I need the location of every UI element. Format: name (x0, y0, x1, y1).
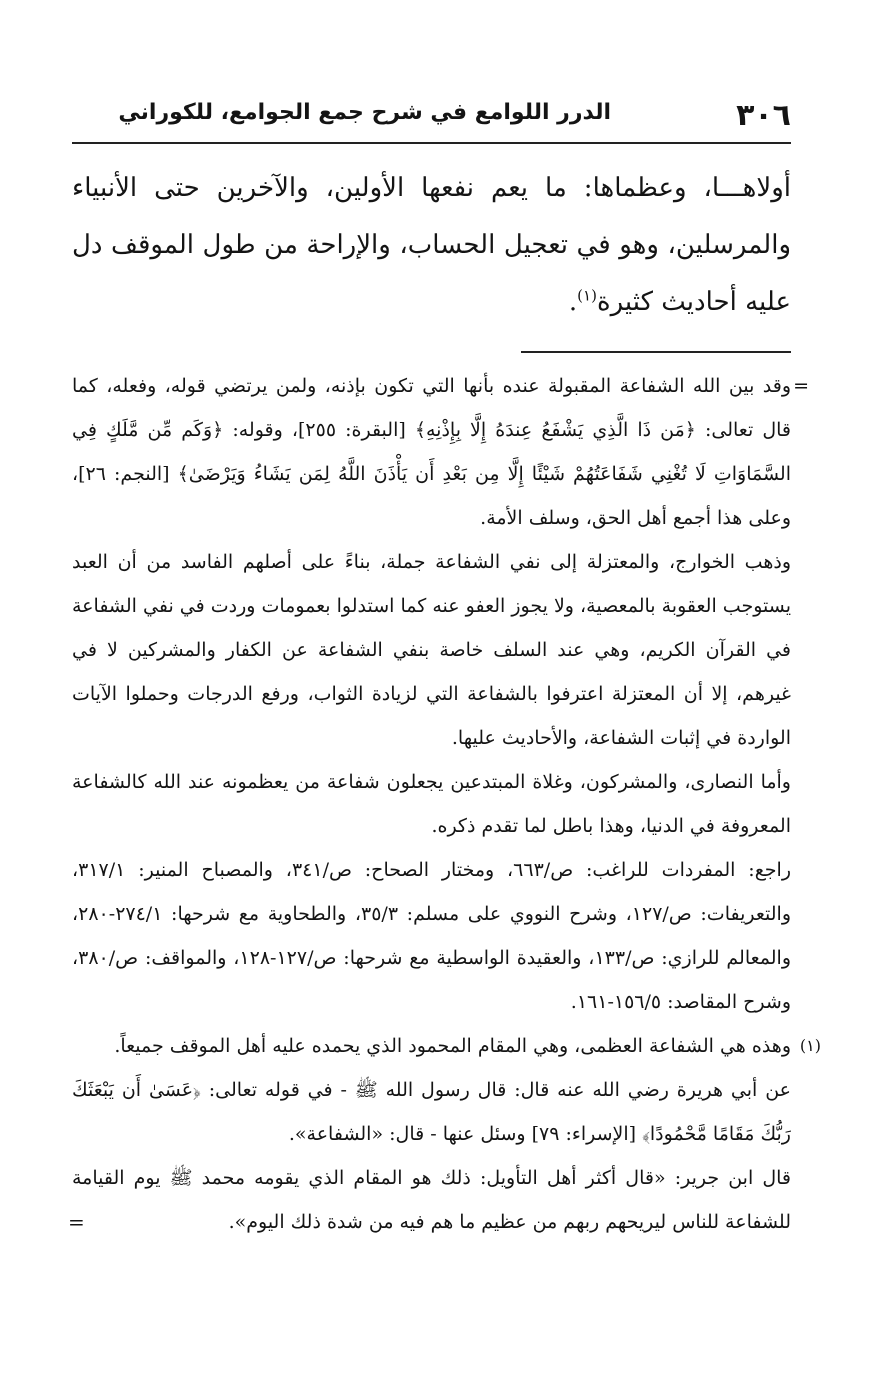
footnote-1-hadith-block (72, 1068, 791, 1156)
footnote-references-block (72, 848, 791, 1024)
footnotes (68, 364, 821, 1244)
footnote-1-text: وهذه هي الشفاعة العظمى، وهي المقام المحمود الذي يحمده عليه أهل الموقف جميعاً. (114, 1035, 791, 1057)
footnote-continuation (72, 364, 809, 540)
main-paragraph-text: أولاهـــا، وعظماها: ما يعم نفعها الأولين، والآخرين حتى الأنبياء والمرسلين، وهو في تعجيل الحساب، والإراحة من طول الموقف دل عليه أحاديث كثيرة (72, 173, 791, 317)
footnote-divider (521, 351, 791, 353)
footnote-paragraph-3-block (72, 760, 791, 848)
footnote-1-ibn-jarir-block (68, 1156, 791, 1244)
page-header (72, 96, 791, 144)
footnote-reference: (١) (577, 286, 597, 305)
footnote-paragraph-2-block (72, 540, 791, 760)
page-number: ٣٠٦ (736, 98, 791, 133)
footnote-1-ibn-jarir: قال ابن جرير: «قال أكثر أهل التأويل: ذلك هو المقام الذي يقومه محمد ﷺ يوم القيامة للشفاعة للناس ليريحهم ربهم من عظيم ما هم فيه من شدة ذلك اليوم». (72, 1167, 791, 1233)
end-continuation-marker: = (68, 1210, 85, 1234)
footnote-paragraph-3: وأما النصارى، والمشركون، وغلاة المبتدعين يجعلون شفاعة من يعظمونه عند الله كالشفاعة المعروفة في الدنيا، وهذا باطل لما تقدم ذكره. (72, 771, 791, 837)
footnote-1-hadith: عن أبي هريرة رضي الله عنه قال: قال رسول الله ﷺ - في قوله تعالى: ﴿عَسَىٰ أَن يَبْعَثَكَ رَبُّكَ مَقَامًا مَّحْمُودًا﴾ [الإسراء: ٧٩] وسئل عنها - قال: «الشفاعة». (72, 1079, 791, 1145)
footnote-1-number: (١) (799, 1036, 821, 1055)
main-paragraph (72, 160, 791, 331)
main-text (72, 160, 791, 331)
footnote-1 (72, 1024, 821, 1068)
footnote-references: راجع: المفردات للراغب: ص/٦٦٣، ومختار الصحاح: ص/٣٤١، والمصباح المنير: ٣١٧/١، والتعريفات: ص/١٢٧، وشرح النووي على مسلم: ٣٥/٣، والطحاوية مع شرحها: ٢٧٤/١-٢٨٠، والمعالم للرازي: ص/١٣٣، والعقيدة الواسطية مع شرحها: ص/١٢٧-١٢٨، والمواقف: ص/٣٨٠، وشرح المقاصد: ١٥٦/٥-١٦١. (72, 859, 792, 1013)
footnote-paragraph-2: وذهب الخوارج، والمعتزلة إلى نفي الشفاعة جملة، بناءً على أصلهم الفاسد من أن العبد يستوجب العقوبة بالمعصية، ولا يجوز العفو عنه كما استدلوا بعمومات وردت في نفي الشفاعة في القرآن الكريم، وهي عند السلف خاصة بنفي الشفاعة عن الكفار والمشركين لا في غيرهم، إلا أن المعتزلة اعترفوا بالشفاعة التي لزيادة الثواب، ورفع الدرجات وحملوا الآيات الواردة في إثبات الشفاعة، والأحاديث عليها. (72, 551, 791, 749)
footnote-paragraph-1: وقد بين الله الشفاعة المقبولة عنده بأنها التي تكون بإذنه، ولمن يرتضي قوله، وفعله، كما قال تعالى: ﴿مَن ذَا الَّذِي يَشْفَعُ عِندَهُ إِلَّا بِإِذْنِهِ﴾ [البقرة: ٢٥٥]، وقوله: ﴿وَكَم مِّن مَّلَكٍ فِي السَّمَاوَاتِ لَا تُغْنِي شَفَاعَتُهُمْ شَيْئًا إِلَّا مِن بَعْدِ أَن يَأْذَنَ اللَّهُ لِمَن يَشَاءُ وَيَرْضَىٰ﴾ [النجم: ٢٦]، وعلى هذا أجمع أهل الحق، وسلف الأمة. (72, 375, 792, 529)
book-title: الدرر اللوامع في شرح جمع الجوامع، للكوراني (118, 100, 611, 125)
continuation-marker: = (793, 375, 809, 397)
main-paragraph-end: . (568, 287, 578, 317)
